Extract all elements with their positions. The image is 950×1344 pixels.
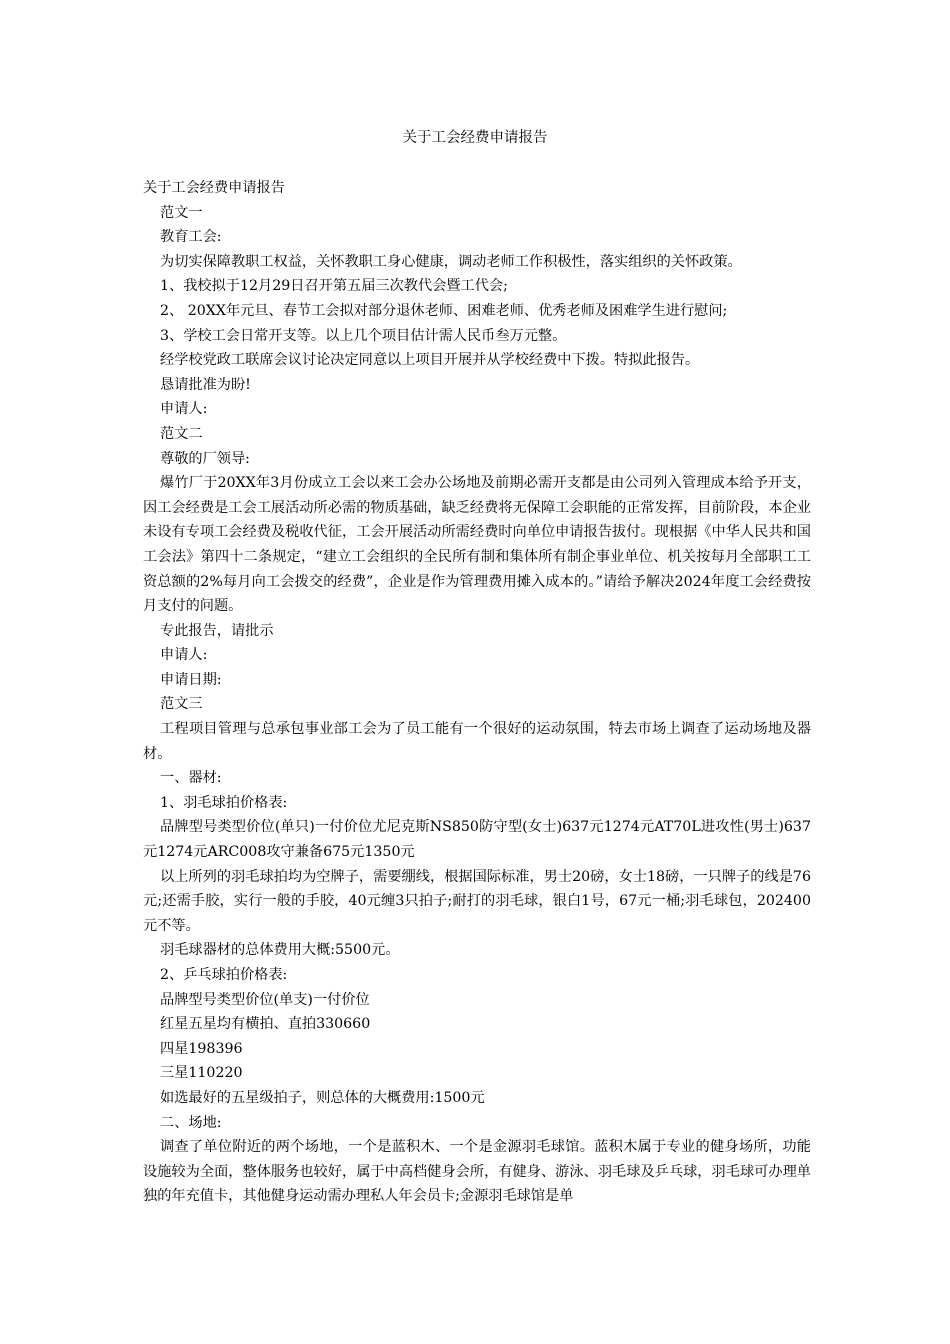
list-item: 1、我校拟于12月29日召开第五届三次教代会暨工代会;: [160, 278, 508, 295]
paragraph: 专此报告，请批示: [160, 622, 274, 639]
subheading: 一、器材:: [160, 770, 222, 787]
paragraph: 三星110220: [160, 1065, 243, 1082]
document-body: [143, 176, 811, 1209]
paragraph: 经学校党政工联席会议讨论决定同意以上项目开展并从学校经费中下拨。特拟此报告。: [160, 352, 700, 369]
paragraph: 恳请批准为盼!: [160, 376, 251, 393]
paragraph: 四星198396: [160, 1040, 243, 1057]
paragraph: 工程项目管理与总承包事业部工会为了员工能有一个很好的运动氛围，特去市场上调查了运动场地及器材。: [143, 721, 811, 762]
section-heading: 范文一: [160, 204, 203, 221]
subheading: 二、场地:: [160, 1114, 222, 1131]
subheading: 1、羽毛球拍价格表:: [160, 794, 288, 811]
list-item: 2、 20XX年元旦、春节工会拟对部分退休老师、困难老师、优秀老师及困难学生进行慰问;: [160, 302, 728, 319]
paragraph: 调查了单位附近的两个场地，一个是蓝积木、一个是金源羽毛球馆。蓝积木属于专业的健身场所，功能设施较为全面，整体服务也较好，属于中高档健身会所，有健身、游泳、羽毛球及乒乓球，羽毛球可办理单独的年充值卡，其他健身运动需办理私人年会员卡;金源羽毛球馆是单: [143, 1139, 811, 1205]
section-heading: 范文二: [160, 425, 203, 442]
paragraph: 羽毛球器材的总体费用大概:5500元。: [160, 942, 400, 959]
salutation: 教育工会:: [160, 229, 222, 246]
salutation: 尊敬的厂领导:: [160, 450, 250, 467]
signature-line: 申请人:: [160, 401, 208, 418]
paragraph: 以上所列的羽毛球拍均为空牌子，需要绷线，根据国际标准，男士20磅，女士18磅，一只牌子的线是76元;还需手胶，实行一般的手胶，40元缠3只拍子;耐打的羽毛球，银白1号，67元一桶;羽毛球包，202400元不等。: [143, 868, 811, 934]
signature-line: 申请人:: [160, 647, 208, 664]
paragraph: 爆竹厂于20XX年3月份成立工会以来工会办公场地及前期必需开支都是由公司列入管理成本给予开支，因工会经费是工会工展活动所必需的物质基础，缺乏经费将无保障工会职能的正常发挥，目前阶段，本企业未设有专项工会经费及税收代征，工会开展活动所需经费时向单位申请报告拔付。现根据《中华人民共和国工会法》第四十二条规定，“建立工会组织的全民所有制和集体所有制企事业单位、机关按每月全部职工工资总额的2%每月向工会拨交的经费”，企业是作为管理费用摊入成本的。”请给予解决2024年度工会经费按月支付的问题。: [143, 475, 811, 615]
document-title: 关于工会经费申请报告: [402, 130, 548, 146]
paragraph: 如选最好的五星级拍子，则总体的大概费用:1500元: [160, 1089, 485, 1106]
document-subtitle: 关于工会经费申请报告: [143, 180, 285, 196]
paragraph: 红星五星均有横拍、直拍330660: [160, 1016, 371, 1033]
list-item: 3、学校工会日常开支等。以上几个项目估计需人民币叁万元整。: [160, 327, 567, 344]
paragraph: 为切实保障教职工权益，关怀教职工身心健康，调动老师工作积极性，落实组织的关怀政策。: [160, 253, 742, 270]
date-line: 申请日期:: [160, 671, 222, 688]
paragraph: 品牌型号类型价位(单支)一付价位: [160, 991, 370, 1008]
subheading: 2、乒乓球拍价格表:: [160, 967, 288, 983]
paragraph: 品牌型号类型价位(单只)一付价位尤尼克斯NS850防守型(女士)637元1274元AT70L进攻性(男士)637元1274元ARC008攻守兼备675元1350元: [143, 819, 811, 861]
section-heading: 范文三: [160, 696, 203, 713]
